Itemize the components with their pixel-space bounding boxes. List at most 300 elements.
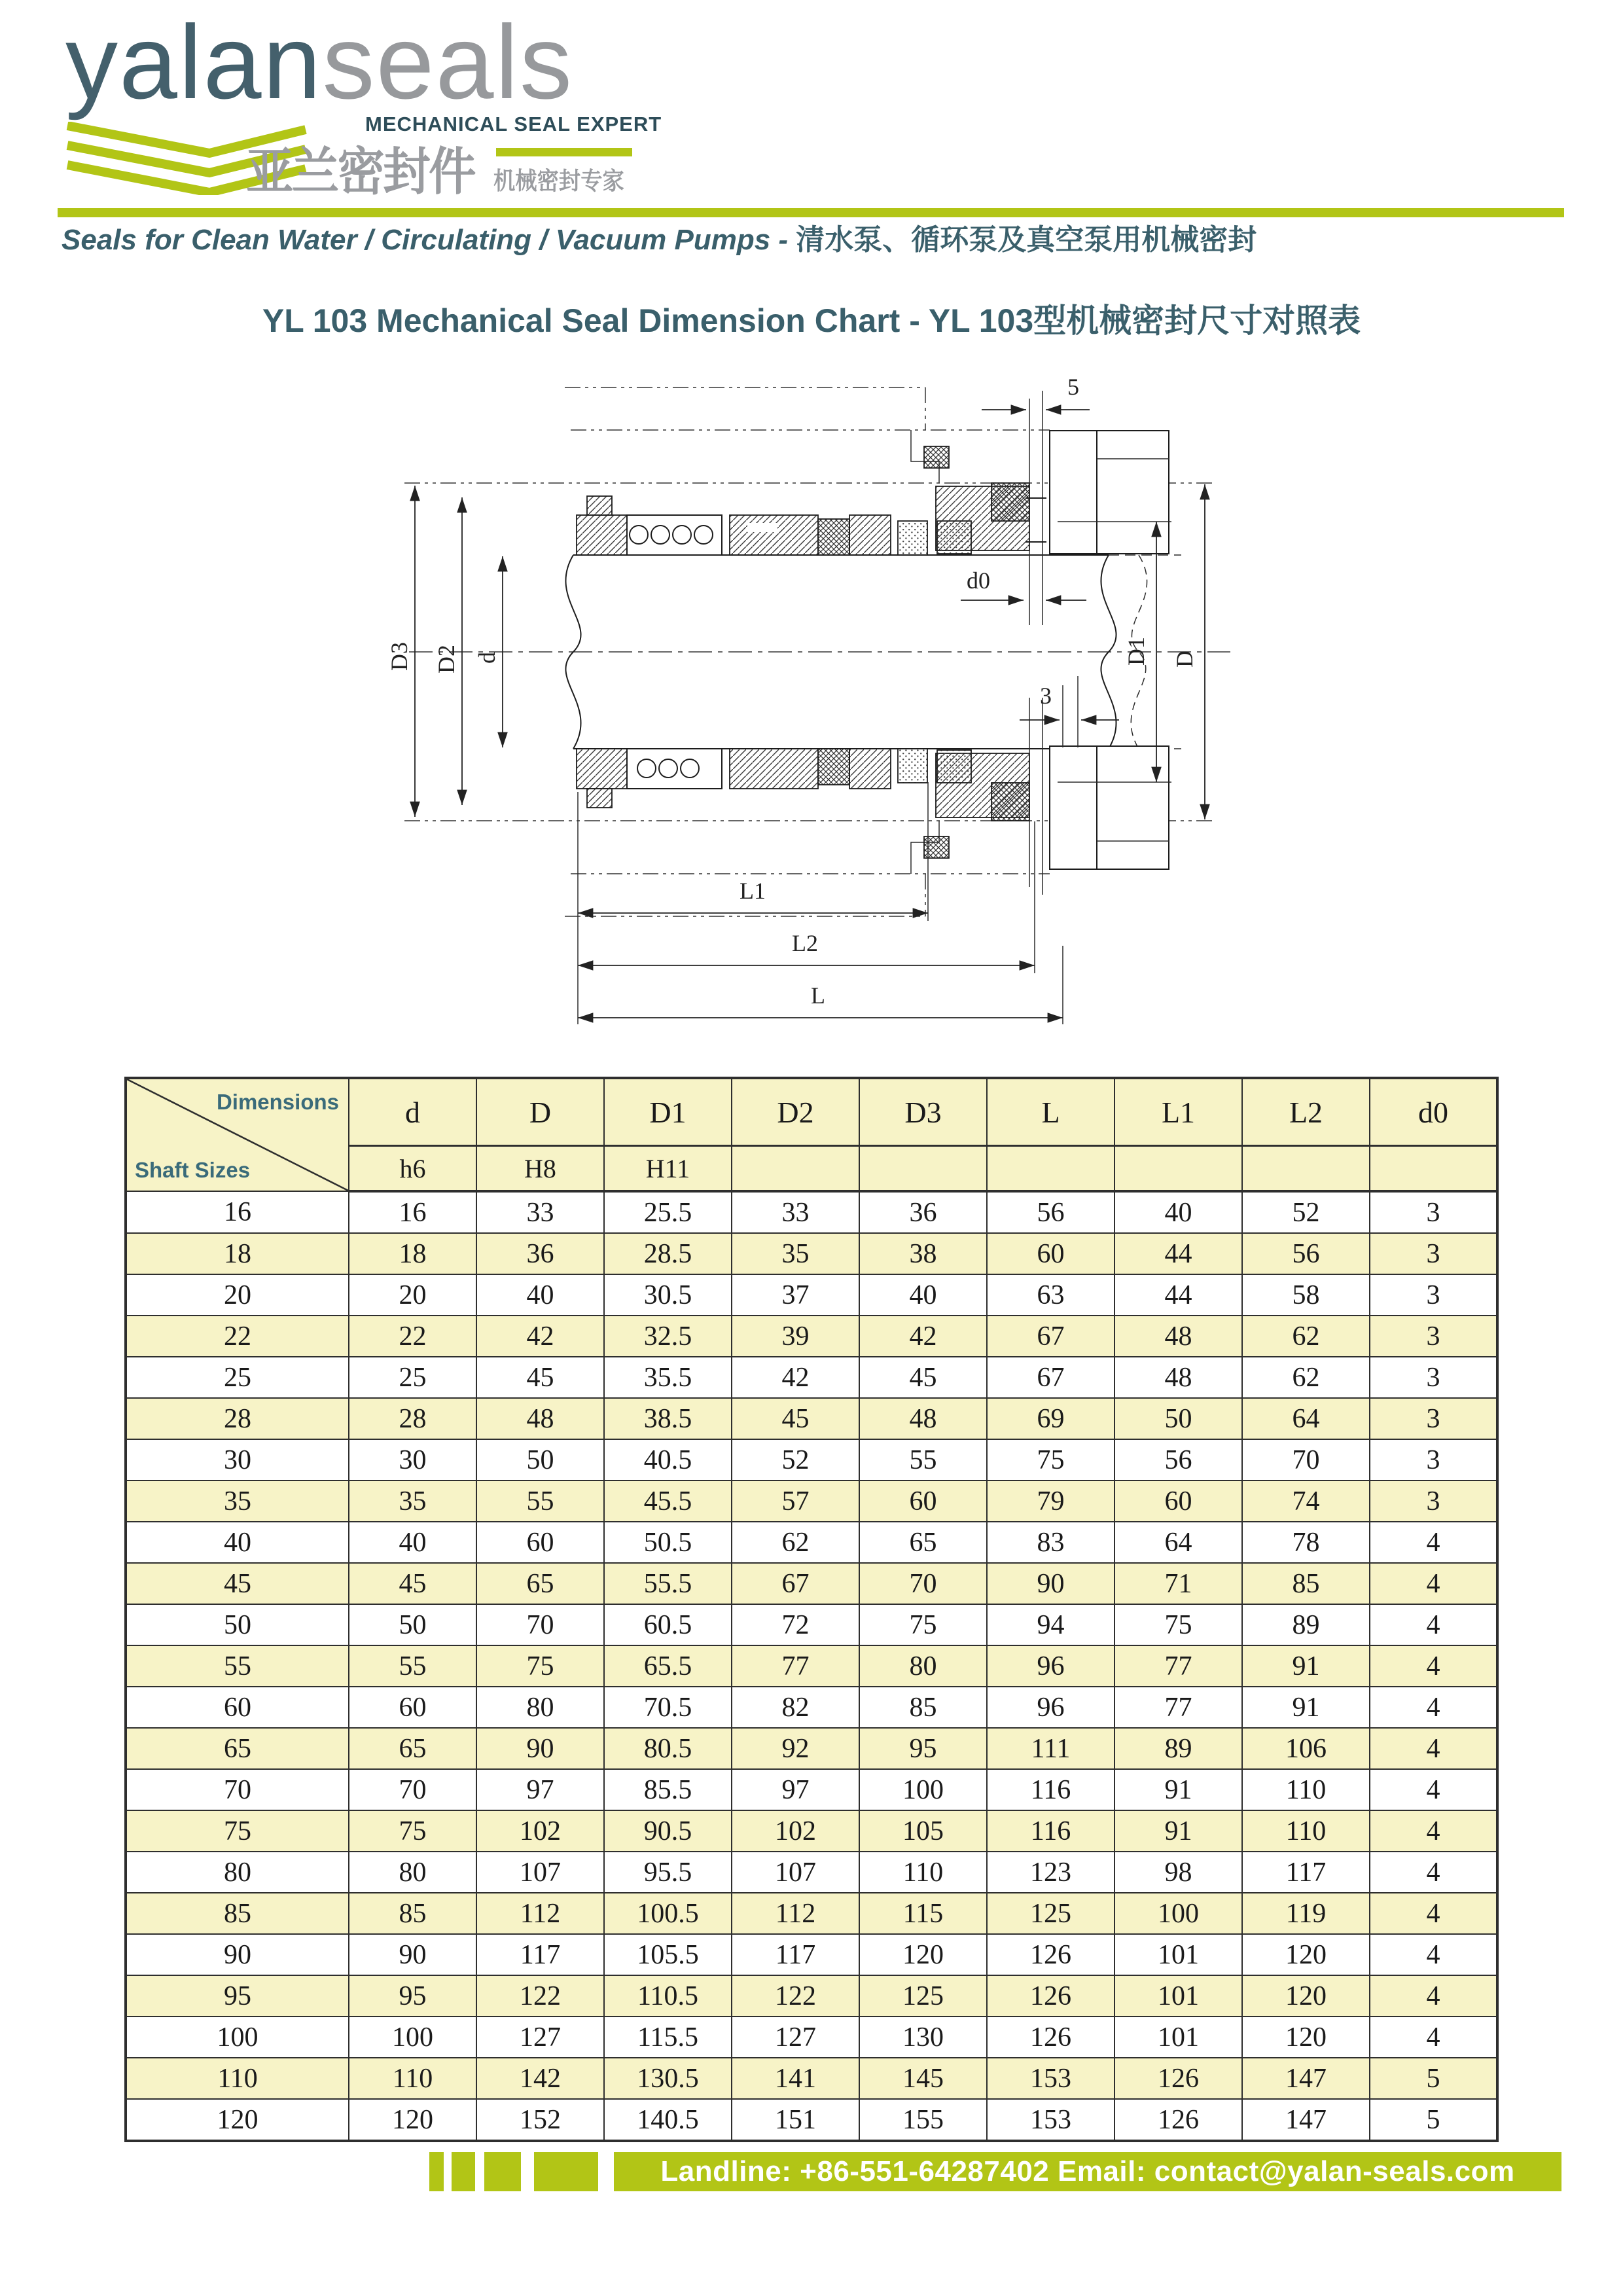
dimension-cell: 100 bbox=[349, 2017, 476, 2058]
dimension-cell: 122 bbox=[476, 1975, 604, 2017]
dimension-cell: 107 bbox=[732, 1852, 859, 1893]
dimension-cell: 3 bbox=[1370, 1191, 1497, 1233]
dimension-cell: 45 bbox=[859, 1357, 987, 1398]
dimension-cell: 60 bbox=[859, 1480, 987, 1522]
dimension-cell: 30.5 bbox=[604, 1274, 732, 1316]
dimension-cell: 126 bbox=[987, 1934, 1115, 1975]
dimension-cell: 4 bbox=[1370, 1645, 1497, 1687]
shaft-size-cell: 120 bbox=[126, 2099, 349, 2141]
dim-label-L: L bbox=[811, 982, 825, 1009]
dimension-cell: 120 bbox=[1242, 1934, 1370, 1975]
dimension-cell: 126 bbox=[1115, 2099, 1242, 2141]
dimension-cell: 60 bbox=[349, 1687, 476, 1728]
dim-label-d0: d0 bbox=[967, 567, 990, 594]
dimension-cell: 28.5 bbox=[604, 1233, 732, 1274]
dimension-cell: 125 bbox=[987, 1893, 1115, 1934]
dimension-cell: 96 bbox=[987, 1645, 1115, 1687]
dimension-cell: 120 bbox=[349, 2099, 476, 2141]
dimension-cell: 4 bbox=[1370, 1810, 1497, 1852]
dimension-cell: 101 bbox=[1115, 1975, 1242, 2017]
col-header-L1: L1 bbox=[1115, 1078, 1242, 1146]
col-header-d: d bbox=[349, 1078, 476, 1146]
shaft-size-cell: 100 bbox=[126, 2017, 349, 2058]
subtitle-chinese: 清水泵、循环泵及真空泵用机械密封 bbox=[796, 224, 1257, 256]
col-header-D2: D2 bbox=[732, 1078, 859, 1146]
dimension-cell: 85.5 bbox=[604, 1769, 732, 1810]
dimension-cell: 115.5 bbox=[604, 2017, 732, 2058]
dimension-cell: 5 bbox=[1370, 2099, 1497, 2141]
shaft-size-cell: 20 bbox=[126, 1274, 349, 1316]
dimension-cell: 65 bbox=[859, 1522, 987, 1563]
dimension-cell: 117 bbox=[1242, 1852, 1370, 1893]
dimension-cell: 79 bbox=[987, 1480, 1115, 1522]
dimension-cell: 40 bbox=[476, 1274, 604, 1316]
dimension-cell: 117 bbox=[476, 1934, 604, 1975]
shaft-size-cell: 16 bbox=[126, 1191, 349, 1233]
shaft-size-cell: 18 bbox=[126, 1233, 349, 1274]
dimension-cell: 62 bbox=[732, 1522, 859, 1563]
dimension-cell: 4 bbox=[1370, 1934, 1497, 1975]
dimension-cell: 77 bbox=[732, 1645, 859, 1687]
dimension-cell: 120 bbox=[1242, 2017, 1370, 2058]
dimension-cell: 35.5 bbox=[604, 1357, 732, 1398]
dimension-cell: 126 bbox=[987, 1975, 1115, 2017]
dimension-cell: 98 bbox=[1115, 1852, 1242, 1893]
dimension-cell: 32.5 bbox=[604, 1316, 732, 1357]
dimension-cell: 112 bbox=[732, 1893, 859, 1934]
dimension-cell: 102 bbox=[476, 1810, 604, 1852]
dimension-cell: 83 bbox=[987, 1522, 1115, 1563]
dimension-cell: 62 bbox=[1242, 1357, 1370, 1398]
tolerance-empty bbox=[1370, 1146, 1497, 1192]
dimension-cell: 4 bbox=[1370, 1687, 1497, 1728]
dimension-cell: 110 bbox=[859, 1852, 987, 1893]
table-row bbox=[126, 1233, 1497, 1274]
dimension-cell: 60 bbox=[1115, 1480, 1242, 1522]
shaft-size-cell: 65 bbox=[126, 1728, 349, 1769]
logo-tagline: MECHANICAL SEAL EXPERT bbox=[365, 113, 662, 135]
dimension-cell: 65 bbox=[476, 1563, 604, 1604]
dimension-cell: 20 bbox=[349, 1274, 476, 1316]
dimension-cell: 77 bbox=[1115, 1645, 1242, 1687]
dimension-cell: 55 bbox=[476, 1480, 604, 1522]
tolerance-h6: h6 bbox=[349, 1146, 476, 1192]
shaft-size-cell: 80 bbox=[126, 1852, 349, 1893]
dim-label-D3: D3 bbox=[386, 642, 412, 671]
dimension-cell: 123 bbox=[987, 1852, 1115, 1893]
dimension-cell: 4 bbox=[1370, 1522, 1497, 1563]
subtitle-english: Seals for Clean Water / Circulating / Vacuum Pumps - bbox=[62, 224, 796, 256]
dimension-cell: 16 bbox=[349, 1191, 476, 1233]
shaft-size-cell: 95 bbox=[126, 1975, 349, 2017]
dim-label-D2: D2 bbox=[433, 645, 459, 673]
dimension-cell: 55 bbox=[859, 1439, 987, 1480]
dimension-cell: 91 bbox=[1242, 1687, 1370, 1728]
dimension-cell: 60.5 bbox=[604, 1604, 732, 1645]
shaft-size-cell: 60 bbox=[126, 1687, 349, 1728]
dimension-cell: 67 bbox=[987, 1316, 1115, 1357]
dimension-cell: 48 bbox=[859, 1398, 987, 1439]
dimension-cell: 62 bbox=[1242, 1316, 1370, 1357]
dimension-cell: 33 bbox=[732, 1191, 859, 1233]
table-row bbox=[126, 1480, 1497, 1522]
seal-cross-section-drawing bbox=[360, 363, 1315, 1024]
dimension-cell: 42 bbox=[859, 1316, 987, 1357]
dimension-cell: 151 bbox=[732, 2099, 859, 2141]
shaft-size-cell: 70 bbox=[126, 1769, 349, 1810]
shaft-size-cell: 90 bbox=[126, 1934, 349, 1975]
tolerance-H8: H8 bbox=[476, 1146, 604, 1192]
shaft-size-cell: 85 bbox=[126, 1893, 349, 1934]
logo-chinese-name: 亚兰密封件 bbox=[246, 143, 474, 200]
dimension-cell: 60 bbox=[476, 1522, 604, 1563]
col-header-D1: D1 bbox=[604, 1078, 732, 1146]
dimension-cell: 60 bbox=[987, 1233, 1115, 1274]
table-row bbox=[126, 1769, 1497, 1810]
dimension-cell: 50 bbox=[1115, 1398, 1242, 1439]
dimension-cell: 75 bbox=[987, 1439, 1115, 1480]
dimension-cell: 116 bbox=[987, 1810, 1115, 1852]
dimension-cell: 4 bbox=[1370, 1852, 1497, 1893]
dimension-cell: 110 bbox=[1242, 1810, 1370, 1852]
dimension-cell: 57 bbox=[732, 1480, 859, 1522]
dimension-cell: 80 bbox=[349, 1852, 476, 1893]
dimension-cell: 4 bbox=[1370, 1769, 1497, 1810]
table-row bbox=[126, 1810, 1497, 1852]
table-row bbox=[126, 1687, 1497, 1728]
dimension-cell: 127 bbox=[476, 2017, 604, 2058]
dimension-cell: 101 bbox=[1115, 2017, 1242, 2058]
col-header-D3: D3 bbox=[859, 1078, 987, 1146]
dimension-cell: 25 bbox=[349, 1357, 476, 1398]
dimension-cell: 3 bbox=[1370, 1274, 1497, 1316]
dimension-cell: 100.5 bbox=[604, 1893, 732, 1934]
dimension-cell: 45 bbox=[476, 1357, 604, 1398]
table-row bbox=[126, 1191, 1497, 1233]
dimension-cell: 107 bbox=[476, 1852, 604, 1893]
table-row bbox=[126, 1522, 1497, 1563]
lower-seal-assembly bbox=[577, 749, 1029, 858]
table-row bbox=[126, 1645, 1497, 1687]
dimension-cell: 130 bbox=[859, 2017, 987, 2058]
dimension-cell: 40 bbox=[1115, 1191, 1242, 1233]
dimension-cell: 125 bbox=[859, 1975, 987, 2017]
tolerance-H11: H11 bbox=[604, 1146, 732, 1192]
dimension-cell: 112 bbox=[476, 1893, 604, 1934]
tolerance-empty bbox=[1115, 1146, 1242, 1192]
dimension-cell: 152 bbox=[476, 2099, 604, 2141]
dimension-cell: 42 bbox=[732, 1357, 859, 1398]
dimension-cell: 3 bbox=[1370, 1480, 1497, 1522]
dimension-cell: 130.5 bbox=[604, 2058, 732, 2099]
dimension-cell: 45 bbox=[349, 1563, 476, 1604]
dimension-cell: 38 bbox=[859, 1233, 987, 1274]
dim-left-diameters bbox=[386, 486, 503, 817]
dimension-cell: 115 bbox=[859, 1893, 987, 1934]
dimension-cell: 102 bbox=[732, 1810, 859, 1852]
dimension-cell: 153 bbox=[987, 2099, 1115, 2141]
dimension-cell: 69 bbox=[987, 1398, 1115, 1439]
dimension-cell: 75 bbox=[1115, 1604, 1242, 1645]
dimension-cell: 155 bbox=[859, 2099, 987, 2141]
dimension-cell: 48 bbox=[476, 1398, 604, 1439]
dimension-cell: 5 bbox=[1370, 2058, 1497, 2099]
dimension-cell: 92 bbox=[732, 1728, 859, 1769]
dimension-cell: 58 bbox=[1242, 1274, 1370, 1316]
table-body bbox=[126, 1191, 1497, 2141]
dim-label-L2: L2 bbox=[792, 930, 818, 956]
dimension-cell: 95 bbox=[349, 1975, 476, 2017]
dimension-cell: 40 bbox=[349, 1522, 476, 1563]
dimension-cell: 40.5 bbox=[604, 1439, 732, 1480]
dimension-cell: 90 bbox=[349, 1934, 476, 1975]
page-title: YL 103 Mechanical Seal Dimension Chart - YL 103型机械密封尺寸对照表 bbox=[262, 302, 1361, 339]
footer-green-block bbox=[429, 2152, 444, 2191]
table-row bbox=[126, 1893, 1497, 1934]
dimension-cell: 44 bbox=[1115, 1233, 1242, 1274]
dimension-cell: 110.5 bbox=[604, 1975, 732, 2017]
dimension-cell: 89 bbox=[1242, 1604, 1370, 1645]
dimension-cell: 42 bbox=[476, 1316, 604, 1357]
dimension-cell: 63 bbox=[987, 1274, 1115, 1316]
dim-5 bbox=[982, 374, 1090, 410]
dimension-cell: 56 bbox=[1115, 1439, 1242, 1480]
logo-word-yalan: yalan bbox=[65, 3, 323, 120]
dimension-cell: 85 bbox=[349, 1893, 476, 1934]
dimension-cell: 96 bbox=[987, 1687, 1115, 1728]
dimension-cell: 95.5 bbox=[604, 1852, 732, 1893]
dimension-cell: 39 bbox=[732, 1316, 859, 1357]
shaft-size-cell: 40 bbox=[126, 1522, 349, 1563]
dimension-cell: 122 bbox=[732, 1975, 859, 2017]
dimension-cell: 4 bbox=[1370, 1975, 1497, 2017]
table-row bbox=[126, 1274, 1497, 1316]
dimension-cell: 4 bbox=[1370, 1604, 1497, 1645]
dimension-cell: 70 bbox=[349, 1769, 476, 1810]
dim-label-D: D bbox=[1171, 651, 1198, 668]
dimension-cell: 55.5 bbox=[604, 1563, 732, 1604]
shaft-size-cell: 30 bbox=[126, 1439, 349, 1480]
corner-label-shaft-sizes: Shaft Sizes bbox=[135, 1158, 251, 1182]
dimension-cell: 38.5 bbox=[604, 1398, 732, 1439]
dimension-cell: 67 bbox=[987, 1357, 1115, 1398]
dim-label-D1: D1 bbox=[1123, 637, 1149, 666]
table-row bbox=[126, 1563, 1497, 1604]
dimension-cell: 70 bbox=[476, 1604, 604, 1645]
dimension-cell: 91 bbox=[1242, 1645, 1370, 1687]
table-row bbox=[126, 1439, 1497, 1480]
dimension-cell: 56 bbox=[1242, 1233, 1370, 1274]
dimension-cell: 3 bbox=[1370, 1357, 1497, 1398]
dimension-cell: 30 bbox=[349, 1439, 476, 1480]
table-row bbox=[126, 1975, 1497, 2017]
dimension-cell: 18 bbox=[349, 1233, 476, 1274]
dimension-cell: 97 bbox=[732, 1769, 859, 1810]
category-subtitle bbox=[62, 216, 1257, 258]
dimension-cell: 56 bbox=[987, 1191, 1115, 1233]
dimension-cell: 80 bbox=[476, 1687, 604, 1728]
dimension-cell: 74 bbox=[1242, 1480, 1370, 1522]
shaft-size-cell: 50 bbox=[126, 1604, 349, 1645]
footer-green-block bbox=[534, 2152, 598, 2191]
tolerance-empty bbox=[987, 1146, 1115, 1192]
dimension-cell: 70 bbox=[859, 1563, 987, 1604]
dimension-cell: 37 bbox=[732, 1274, 859, 1316]
shaft-size-cell: 45 bbox=[126, 1563, 349, 1604]
dimension-cell: 4 bbox=[1370, 1563, 1497, 1604]
table-corner-cell bbox=[126, 1078, 349, 1191]
table-row bbox=[126, 2017, 1497, 2058]
table-row bbox=[126, 1604, 1497, 1645]
dimension-cell: 67 bbox=[732, 1563, 859, 1604]
dimension-cell: 105 bbox=[859, 1810, 987, 1852]
dimension-cell: 105.5 bbox=[604, 1934, 732, 1975]
dimension-cell: 126 bbox=[987, 2017, 1115, 2058]
dimension-cell: 48 bbox=[1115, 1316, 1242, 1357]
shaft-size-cell: 28 bbox=[126, 1398, 349, 1439]
dimension-cell: 40 bbox=[859, 1274, 987, 1316]
dimension-cell: 22 bbox=[349, 1316, 476, 1357]
table-row bbox=[126, 2058, 1497, 2099]
dimension-cell: 85 bbox=[859, 1687, 987, 1728]
dimension-cell: 101 bbox=[1115, 1934, 1242, 1975]
dim-label-5: 5 bbox=[1067, 374, 1079, 400]
logo-word-seals: seals bbox=[322, 3, 574, 120]
dimension-cell: 65 bbox=[349, 1728, 476, 1769]
dimension-cell: 142 bbox=[476, 2058, 604, 2099]
shaft-size-cell: 75 bbox=[126, 1810, 349, 1852]
dimension-cell: 4 bbox=[1370, 1893, 1497, 1934]
dimension-cell: 71 bbox=[1115, 1563, 1242, 1604]
dimension-cell: 126 bbox=[1115, 2058, 1242, 2099]
dimension-cell: 106 bbox=[1242, 1728, 1370, 1769]
table-row bbox=[126, 1728, 1497, 1769]
dimension-cell: 117 bbox=[732, 1934, 859, 1975]
dimension-cell: 3 bbox=[1370, 1398, 1497, 1439]
dimension-cell: 116 bbox=[987, 1769, 1115, 1810]
dimension-cell: 100 bbox=[859, 1769, 987, 1810]
dimension-cell: 110 bbox=[1242, 1769, 1370, 1810]
dim-label-L1: L1 bbox=[740, 878, 766, 904]
dimension-cell: 64 bbox=[1242, 1398, 1370, 1439]
dimension-cell: 89 bbox=[1115, 1728, 1242, 1769]
dimension-cell: 90.5 bbox=[604, 1810, 732, 1852]
dimension-cell: 90 bbox=[476, 1728, 604, 1769]
dimension-cell: 45.5 bbox=[604, 1480, 732, 1522]
dimension-cell: 90 bbox=[987, 1563, 1115, 1604]
dim-label-3: 3 bbox=[1040, 683, 1052, 709]
dimension-cell: 65.5 bbox=[604, 1645, 732, 1687]
dimension-cell: 48 bbox=[1115, 1357, 1242, 1398]
dimension-cell: 145 bbox=[859, 2058, 987, 2099]
shaft-size-cell: 22 bbox=[126, 1316, 349, 1357]
dimension-cell: 91 bbox=[1115, 1769, 1242, 1810]
dimension-cell: 127 bbox=[732, 2017, 859, 2058]
shaft-size-cell: 35 bbox=[126, 1480, 349, 1522]
dimension-cell: 110 bbox=[349, 2058, 476, 2099]
dimension-cell: 72 bbox=[732, 1604, 859, 1645]
shaft-size-cell: 25 bbox=[126, 1357, 349, 1398]
dimension-cell: 35 bbox=[349, 1480, 476, 1522]
dimension-cell: 3 bbox=[1370, 1233, 1497, 1274]
dimension-table bbox=[124, 1077, 1499, 2142]
col-header-d0: d0 bbox=[1370, 1078, 1497, 1146]
table-row bbox=[126, 2099, 1497, 2141]
dimension-cell: 44 bbox=[1115, 1274, 1242, 1316]
dimension-cell: 3 bbox=[1370, 1439, 1497, 1480]
dimension-cell: 147 bbox=[1242, 2058, 1370, 2099]
dimension-cell: 85 bbox=[1242, 1563, 1370, 1604]
dim-d0 bbox=[961, 567, 1086, 600]
dimension-cell: 141 bbox=[732, 2058, 859, 2099]
dimension-cell: 147 bbox=[1242, 2099, 1370, 2141]
dimension-cell: 25.5 bbox=[604, 1191, 732, 1233]
dimension-cell: 45 bbox=[732, 1398, 859, 1439]
dimension-cell: 119 bbox=[1242, 1893, 1370, 1934]
dimension-cell: 4 bbox=[1370, 1728, 1497, 1769]
dimension-cell: 111 bbox=[987, 1728, 1115, 1769]
dimension-cell: 75 bbox=[349, 1810, 476, 1852]
dimension-cell: 80.5 bbox=[604, 1728, 732, 1769]
footer-green-block bbox=[452, 2152, 475, 2191]
dimension-cell: 3 bbox=[1370, 1316, 1497, 1357]
logo-chinese-tagline: 机械密封专家 bbox=[493, 168, 624, 194]
tolerance-empty bbox=[1242, 1146, 1370, 1192]
col-header-L: L bbox=[987, 1078, 1115, 1146]
dimension-cell: 33 bbox=[476, 1191, 604, 1233]
dimension-cell: 36 bbox=[859, 1191, 987, 1233]
dimension-cell: 91 bbox=[1115, 1810, 1242, 1852]
footer-contact-text: Landline: +86-551-64287402 Email: contact@yalan-seals.com bbox=[660, 2155, 1515, 2187]
dimension-cell: 82 bbox=[732, 1687, 859, 1728]
dimension-cell: 52 bbox=[1242, 1191, 1370, 1233]
dimension-cell: 153 bbox=[987, 2058, 1115, 2099]
col-header-L2: L2 bbox=[1242, 1078, 1370, 1146]
upper-seal-assembly bbox=[577, 446, 1029, 555]
col-header-D: D bbox=[476, 1078, 604, 1146]
logo-green-rule bbox=[496, 148, 632, 156]
dimension-cell: 75 bbox=[859, 1604, 987, 1645]
dimension-cell: 64 bbox=[1115, 1522, 1242, 1563]
dim-3 bbox=[1020, 676, 1119, 747]
dim-lengths bbox=[578, 782, 1063, 1024]
table-row bbox=[126, 1316, 1497, 1357]
table-row bbox=[126, 1852, 1497, 1893]
dimension-cell: 100 bbox=[1115, 1893, 1242, 1934]
shaft-size-cell: 55 bbox=[126, 1645, 349, 1687]
dimension-cell: 52 bbox=[732, 1439, 859, 1480]
dimension-cell: 78 bbox=[1242, 1522, 1370, 1563]
dimension-cell: 50.5 bbox=[604, 1522, 732, 1563]
dimension-cell: 4 bbox=[1370, 2017, 1497, 2058]
dimension-cell: 55 bbox=[349, 1645, 476, 1687]
table-row bbox=[126, 1357, 1497, 1398]
dimension-cell: 120 bbox=[1242, 1975, 1370, 2017]
dimension-cell: 70 bbox=[1242, 1439, 1370, 1480]
dim-label-d: d bbox=[474, 652, 500, 664]
footer-contact-bar bbox=[614, 2152, 1561, 2191]
dimension-cell: 35 bbox=[732, 1233, 859, 1274]
tolerance-empty bbox=[859, 1146, 987, 1192]
footer-green-block bbox=[484, 2152, 521, 2191]
dimension-cell: 80 bbox=[859, 1645, 987, 1687]
dimension-cell: 50 bbox=[349, 1604, 476, 1645]
dimension-cell: 70.5 bbox=[604, 1687, 732, 1728]
tolerance-empty bbox=[732, 1146, 859, 1192]
dimension-cell: 95 bbox=[859, 1728, 987, 1769]
dimension-cell: 28 bbox=[349, 1398, 476, 1439]
dimension-cell: 97 bbox=[476, 1769, 604, 1810]
